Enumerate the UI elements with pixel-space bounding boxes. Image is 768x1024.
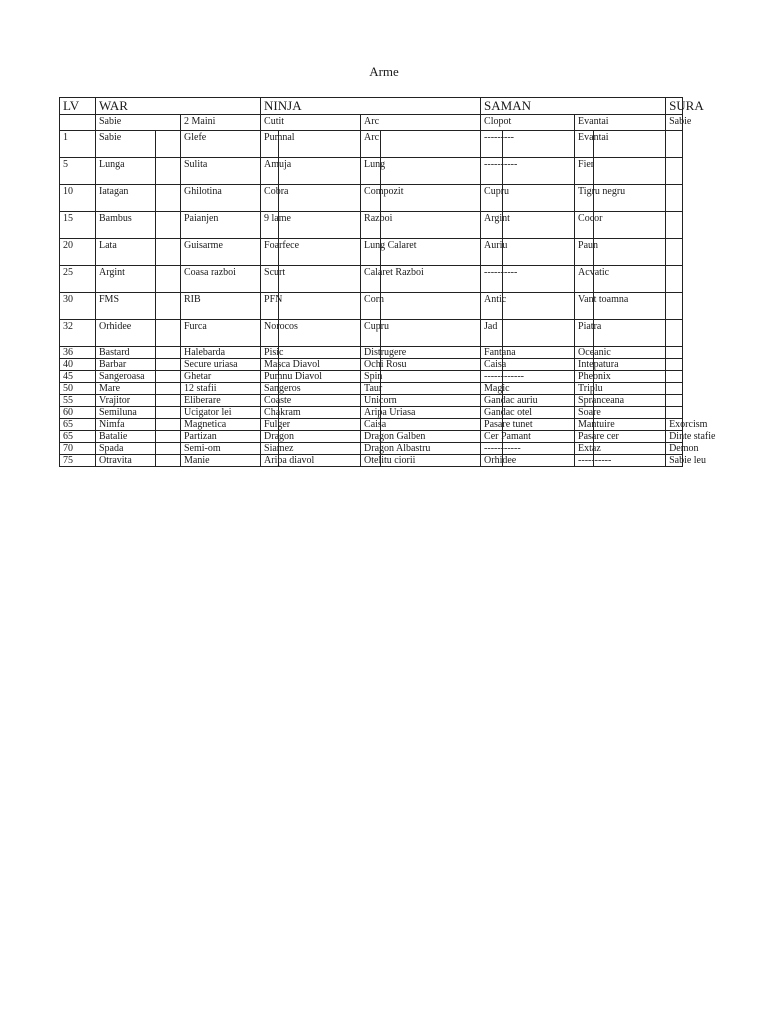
spacer-cell xyxy=(156,431,181,443)
weapon-cell: Glefe xyxy=(181,131,261,158)
table-row xyxy=(60,383,757,395)
weapon-cell: Norocos xyxy=(261,320,279,347)
weapon-cell: Soare xyxy=(575,407,594,419)
weapon-cell: Lunga xyxy=(96,158,156,185)
weapon-cell: Lung xyxy=(361,158,381,185)
spacer-cell xyxy=(503,383,575,395)
spacer-cell xyxy=(503,212,575,239)
weapons-table-body xyxy=(60,98,757,467)
level-cell: 75 xyxy=(60,455,96,467)
weapon-cell: Tigru negru xyxy=(575,185,594,212)
weapon-cell: Vrajitor xyxy=(96,395,156,407)
weapon-cell: Semi-om xyxy=(181,443,261,455)
page-title: Arme xyxy=(369,64,399,79)
weapon-cell: Sangeros xyxy=(261,383,279,395)
weapon-cell xyxy=(666,347,683,359)
weapon-cell: Antic xyxy=(481,293,503,320)
weapon-cell: Ghetar xyxy=(181,371,261,383)
weapon-cell: Otravita xyxy=(96,455,156,467)
weapon-cell xyxy=(666,371,683,383)
spacer-cell xyxy=(381,131,481,158)
weapon-cell: FMS xyxy=(96,293,156,320)
weapon-cell: Pasare cer xyxy=(575,431,594,443)
weapon-cell: Gandac otel xyxy=(481,407,503,419)
level-cell: 1 xyxy=(60,131,96,158)
weapon-cell: ------------ xyxy=(481,371,503,383)
spacer-cell xyxy=(156,407,181,419)
table-row xyxy=(60,443,757,455)
weapon-cell: Ucigator lei xyxy=(181,407,261,419)
weapon-cell: Vant toamna xyxy=(575,293,594,320)
spacer-cell xyxy=(156,212,181,239)
weapon-cell: Dragon Galben xyxy=(361,431,381,443)
weapon-cell: Masca Diavol xyxy=(261,359,279,371)
weapon-cell: Cer Pamant xyxy=(481,431,503,443)
weapon-cell: Coaste xyxy=(261,395,279,407)
weapon-cell xyxy=(666,383,683,395)
weapon-cell: Caisa xyxy=(361,419,381,431)
weapon-cell: Fier xyxy=(575,158,594,185)
level-cell: 10 xyxy=(60,185,96,212)
table-row xyxy=(60,239,757,266)
class-header-ninja: NINJA xyxy=(261,98,481,115)
level-cell: 60 xyxy=(60,407,96,419)
level-cell: 20 xyxy=(60,239,96,266)
weapon-cell xyxy=(666,320,683,347)
level-cell: 45 xyxy=(60,371,96,383)
weapon-cell: Batalie xyxy=(96,431,156,443)
weapon-cell xyxy=(666,359,683,371)
weapon-cell: Otelitu ciorii xyxy=(361,455,381,467)
weapon-cell: Magnetica xyxy=(181,419,261,431)
table-row xyxy=(60,158,757,185)
weapon-cell: Barbar xyxy=(96,359,156,371)
weapon-cell: Guisarme xyxy=(181,239,261,266)
weapon-cell: Triplu xyxy=(575,383,594,395)
spacer-cell xyxy=(381,293,481,320)
level-cell: 5 xyxy=(60,158,96,185)
level-cell: 15 xyxy=(60,212,96,239)
weapon-cell: Distrugere xyxy=(361,347,381,359)
weapon-cell: Calaret Razboi xyxy=(361,266,381,293)
spacer-cell xyxy=(156,443,181,455)
spacer-cell xyxy=(156,371,181,383)
weapon-type-header: Sabie xyxy=(96,115,181,131)
weapon-cell: Chakram xyxy=(261,407,279,419)
weapon-cell: ---------- xyxy=(575,455,594,467)
spacer-cell xyxy=(279,293,361,320)
weapon-cell: Jad xyxy=(481,320,503,347)
spacer-cell xyxy=(156,359,181,371)
weapon-cell: Nimfa xyxy=(96,419,156,431)
spacer-cell xyxy=(156,293,181,320)
spacer-cell xyxy=(156,395,181,407)
weapon-cell: Partizan xyxy=(181,431,261,443)
weapon-type-header: Sabie xyxy=(666,115,683,131)
weapon-cell xyxy=(666,239,683,266)
weapon-cell: Lung Calaret xyxy=(361,239,381,266)
table-row xyxy=(60,359,757,371)
weapon-cell: Aripa Uriasa xyxy=(361,407,381,419)
spacer-cell xyxy=(381,419,481,431)
spacer-cell xyxy=(279,419,361,431)
weapon-cell: Magic xyxy=(481,383,503,395)
weapon-cell: Caisa xyxy=(481,359,503,371)
weapon-cell: Exorcism xyxy=(666,419,683,431)
weapon-cell: Mare xyxy=(96,383,156,395)
spacer-cell xyxy=(594,383,666,395)
table-row xyxy=(60,455,757,467)
spacer-cell xyxy=(594,320,666,347)
level-cell: 50 xyxy=(60,383,96,395)
class-header-war: WAR xyxy=(96,98,261,115)
level-cell: 55 xyxy=(60,395,96,407)
weapon-cell xyxy=(666,407,683,419)
weapon-cell: Bastard xyxy=(96,347,156,359)
weapon-cell: Lata xyxy=(96,239,156,266)
weapon-cell: Ochi Rosu xyxy=(361,359,381,371)
weapon-cell: Cobra xyxy=(261,185,279,212)
level-cell: 32 xyxy=(60,320,96,347)
table-row xyxy=(60,407,757,419)
spacer-cell xyxy=(381,158,481,185)
weapon-cell: Amuja xyxy=(261,158,279,185)
weapon-type-header: Cutit xyxy=(261,115,361,131)
weapon-cell: Scurt xyxy=(261,266,279,293)
table-row xyxy=(60,266,757,293)
weapon-type-header: Evantai xyxy=(575,115,666,131)
lv-header-blank xyxy=(60,115,96,131)
spacer-cell xyxy=(381,212,481,239)
weapon-cell: Extaz xyxy=(575,443,594,455)
weapon-cell: Dragon Albastru xyxy=(361,443,381,455)
spacer-cell xyxy=(156,347,181,359)
weapon-cell: Evantai xyxy=(575,131,594,158)
spacer-cell xyxy=(503,239,575,266)
weapon-cell: Secure uriasa xyxy=(181,359,261,371)
table-row xyxy=(60,185,757,212)
table-row xyxy=(60,431,757,443)
weapon-cell: Intepatura xyxy=(575,359,594,371)
spacer-cell xyxy=(279,266,361,293)
level-cell: 25 xyxy=(60,266,96,293)
weapon-cell: Razboi xyxy=(361,212,381,239)
spacer-cell xyxy=(503,359,575,371)
weapon-cell: ---------- xyxy=(481,266,503,293)
weapon-cell: --------- xyxy=(481,131,503,158)
weapon-cell: Demon xyxy=(666,443,683,455)
spacer-cell xyxy=(594,212,666,239)
weapon-cell: Auriu xyxy=(481,239,503,266)
weapon-cell: Pasare tunet xyxy=(481,419,503,431)
spacer-cell xyxy=(156,239,181,266)
level-cell: 65 xyxy=(60,431,96,443)
spacer-cell xyxy=(156,383,181,395)
spacer-cell xyxy=(503,293,575,320)
spacer-cell xyxy=(279,347,361,359)
table-row xyxy=(60,395,757,407)
level-cell: 36 xyxy=(60,347,96,359)
weapon-cell: Compozit xyxy=(361,185,381,212)
weapon-cell: Orhidee xyxy=(96,320,156,347)
weapon-cell: Dragon xyxy=(261,431,279,443)
spacer-cell xyxy=(503,185,575,212)
weapon-cell: Unicorn xyxy=(361,395,381,407)
weapon-cell: Spin xyxy=(361,371,381,383)
weapon-cell: 12 stafii xyxy=(181,383,261,395)
weapon-cell: Cupru xyxy=(361,320,381,347)
weapon-cell xyxy=(666,185,683,212)
weapon-cell: Sabie xyxy=(96,131,156,158)
spacer-cell xyxy=(156,158,181,185)
spacer-cell xyxy=(156,266,181,293)
weapon-cell: Halebarda xyxy=(181,347,261,359)
weapon-cell: Sabie leu xyxy=(666,455,683,467)
weapon-cell: Fulger xyxy=(261,419,279,431)
spacer-cell xyxy=(594,407,666,419)
class-header-saman: SAMAN xyxy=(481,98,666,115)
spacer-cell xyxy=(594,443,666,455)
weapon-cell xyxy=(666,212,683,239)
spacer-cell xyxy=(381,371,481,383)
weapon-cell xyxy=(666,293,683,320)
table-row xyxy=(60,293,757,320)
weapon-cell: Argint xyxy=(481,212,503,239)
weapon-cell: Spada xyxy=(96,443,156,455)
weapon-cell: Pisic xyxy=(261,347,279,359)
weapon-cell: Oceanic xyxy=(575,347,594,359)
weapon-cell: Cocor xyxy=(575,212,594,239)
weapon-cell: ----------- xyxy=(481,443,503,455)
spacer-cell xyxy=(156,320,181,347)
table-row xyxy=(60,212,757,239)
weapon-cell xyxy=(666,131,683,158)
spacer-cell xyxy=(594,158,666,185)
weapon-cell: Ghilotina xyxy=(181,185,261,212)
weapon-cell: Sulita xyxy=(181,158,261,185)
spacer-cell xyxy=(156,131,181,158)
weapon-cell: Iatagan xyxy=(96,185,156,212)
table-row xyxy=(60,347,757,359)
spacer-cell xyxy=(156,455,181,467)
lv-header: LV xyxy=(60,98,96,115)
table-row xyxy=(60,419,757,431)
weapon-cell: Semiluna xyxy=(96,407,156,419)
weapon-cell: Aripa diavol xyxy=(261,455,279,467)
spacer-cell xyxy=(279,185,361,212)
weapon-cell: Dinte stafie xyxy=(666,431,683,443)
weapon-cell: Sangeroasa xyxy=(96,371,156,383)
spacer-cell xyxy=(156,185,181,212)
weapon-cell: Manie xyxy=(181,455,261,467)
class-header-sura: SURA xyxy=(666,98,683,115)
weapon-cell: Siamez xyxy=(261,443,279,455)
weapon-cell: Cupru xyxy=(481,185,503,212)
table-row xyxy=(60,131,757,158)
level-cell: 40 xyxy=(60,359,96,371)
weapon-type-header: 2 Maini xyxy=(181,115,261,131)
weapon-cell: Paianjen xyxy=(181,212,261,239)
level-cell: 70 xyxy=(60,443,96,455)
weapon-cell: RIB xyxy=(181,293,261,320)
weapon-cell xyxy=(666,266,683,293)
spacer-cell xyxy=(381,383,481,395)
spacer-cell xyxy=(381,320,481,347)
level-cell: 30 xyxy=(60,293,96,320)
weapon-cell xyxy=(666,395,683,407)
level-cell: 65 xyxy=(60,419,96,431)
weapon-cell: Fantana xyxy=(481,347,503,359)
weapon-cell: Paun xyxy=(575,239,594,266)
class-header-row xyxy=(60,98,757,115)
weapon-cell: Argint xyxy=(96,266,156,293)
weapon-cell: Corn xyxy=(361,293,381,320)
weapon-cell: Mantuire xyxy=(575,419,594,431)
weapons-table xyxy=(59,97,757,467)
spacer-cell xyxy=(503,320,575,347)
spacer-cell xyxy=(594,239,666,266)
table-row xyxy=(60,320,757,347)
weapon-type-header-row xyxy=(60,115,757,131)
weapon-cell: Arc xyxy=(361,131,381,158)
weapon-cell: Pheonix xyxy=(575,371,594,383)
weapon-cell: Eliberare xyxy=(181,395,261,407)
weapon-cell: Foarfece xyxy=(261,239,279,266)
weapon-cell: 9 lame xyxy=(261,212,279,239)
weapon-cell: Acvatic xyxy=(575,266,594,293)
weapon-cell: Spranceana xyxy=(575,395,594,407)
weapon-cell xyxy=(666,158,683,185)
weapon-type-header: Clopot xyxy=(481,115,575,131)
spacer-cell xyxy=(156,419,181,431)
table-row xyxy=(60,371,757,383)
weapon-cell: Taur xyxy=(361,383,381,395)
weapon-cell: ---------- xyxy=(481,158,503,185)
weapon-cell: Gandac auriu xyxy=(481,395,503,407)
weapon-cell: PFN xyxy=(261,293,279,320)
weapon-type-header: Arc xyxy=(361,115,481,131)
weapon-cell: Coasa razboi xyxy=(181,266,261,293)
weapon-cell: Orhidee xyxy=(481,455,503,467)
weapon-cell: Piatra xyxy=(575,320,594,347)
weapon-cell: Pumnal xyxy=(261,131,279,158)
weapon-cell: Bambus xyxy=(96,212,156,239)
weapon-cell: Furca xyxy=(181,320,261,347)
weapon-cell: Pumnu Diavol xyxy=(261,371,279,383)
